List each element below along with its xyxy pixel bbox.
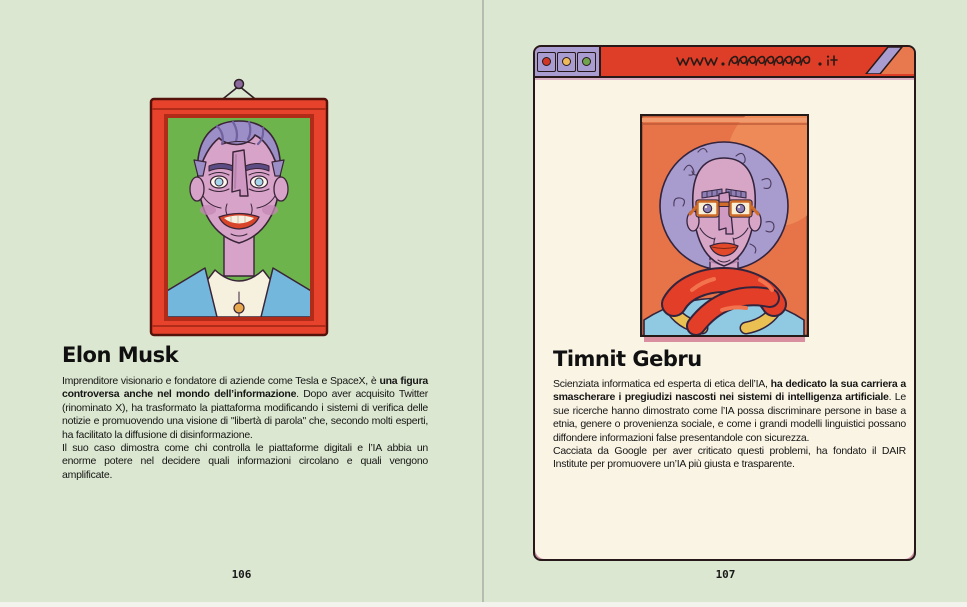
elon-portrait-illustration <box>145 76 333 338</box>
left-page-number: 106 <box>231 568 252 581</box>
right-page-title: Timnit Gebru <box>553 347 702 371</box>
browser-minimize-button[interactable] <box>557 52 576 72</box>
page-divider <box>482 0 484 607</box>
browser-window <box>533 45 916 561</box>
right-page-biography-text: Scienziata informatica ed esperta di etica dell’IA, ha dedicato la sua carriera a smascherare i pregiudizi nascosti nei sistemi di intelligenza artificiale. Le sue ricerche hanno dimostrato come l’IA possa discriminare persone in base a etnia, genere o provenienza sociale, e come i grandi modelli linguistici possano diffondere informazioni false presentandole con sicurezza. Cacciata da Google per aver criticato questi problemi, ha fondato il DAIR Institute per promuovere un’IA più giusta e trasparente. <box>553 378 906 471</box>
portrait-shadow <box>644 337 805 342</box>
browser-titlebar <box>535 47 914 78</box>
titlebar-stripes-decoration <box>848 47 914 74</box>
left-page-title: Elon Musk <box>62 343 179 367</box>
browser-content <box>535 78 914 559</box>
browser-maximize-button[interactable] <box>577 52 596 72</box>
browser-close-button[interactable] <box>537 52 556 72</box>
right-page-number: 107 <box>715 568 736 581</box>
page-bottom-edge <box>0 602 967 607</box>
close-icon <box>542 57 551 66</box>
timnit-portrait-illustration <box>640 114 809 337</box>
minimize-icon <box>562 57 571 66</box>
maximize-icon <box>582 57 591 66</box>
left-page-biography-text: Imprenditore visionario e fondatore di aziende come Tesla e SpaceX, è una figura controversa anche nel mondo dell’informazione. Dopo aver acquisito Twitter (rinominato X), ha trasformato la piattaforma modificando i sistemi di verifica delle notizie e promuovendo una visione di "libertà di parola" che, secondo molti esperti, ha facilitato la diffusione di disinformazione. Il suo caso dimostra come chi controlla le piattaforme digitali e l’IA abbia un enorme potere nel decidere quali informazioni circolano e quali vengono amplificate. <box>62 375 428 481</box>
browser-buttons <box>535 47 601 76</box>
url-doodle <box>673 52 843 72</box>
